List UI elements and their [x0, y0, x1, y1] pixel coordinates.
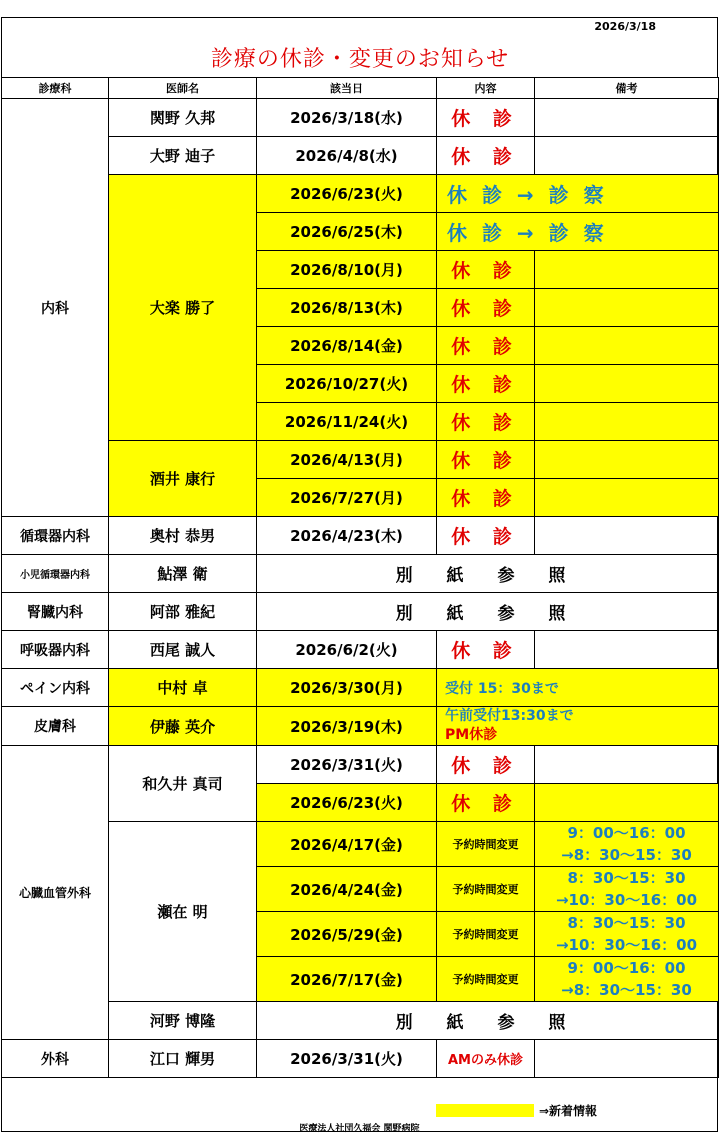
- time-from: 9：00～16：00: [567, 959, 686, 977]
- content-cell: 休 診: [437, 784, 535, 822]
- doctor-cell: 瀬在 明: [109, 822, 257, 1002]
- doctor-cell: 和久井 真司: [109, 746, 257, 822]
- date-cell: 2026/6/23(火): [257, 784, 437, 822]
- content-cell: 休 診 → 診 察: [437, 175, 719, 213]
- table-row: [2, 746, 719, 784]
- table-row: [2, 1040, 719, 1078]
- page-title: 診療の休診・変更のお知らせ: [210, 47, 510, 72]
- doctor-cell: 西尾 誠人: [109, 631, 257, 669]
- dept-cell: 皮膚科: [2, 707, 109, 746]
- remarks-cell: [535, 99, 719, 137]
- content-cell: 休 診: [437, 137, 535, 175]
- col-header-dept: 診療科: [2, 78, 109, 99]
- content-line: PM休診: [445, 727, 498, 743]
- remarks-cell: [535, 403, 719, 441]
- remarks-cell: [535, 365, 719, 403]
- table-row: [2, 517, 719, 555]
- date-cell: 2026/11/24(火): [257, 403, 437, 441]
- content-cell: 休 診: [437, 99, 535, 137]
- content-cell: 休 診: [437, 403, 535, 441]
- date-cell: 2026/4/13(月): [257, 441, 437, 479]
- table-row: [2, 631, 719, 669]
- time-to: →10：30～16：00: [555, 936, 698, 954]
- issue-date: 2026/3/18: [594, 20, 656, 33]
- remarks-cell: [535, 441, 719, 479]
- time-to: →10：30～16：00: [555, 891, 698, 909]
- date-cell: 2026/3/31(火): [257, 746, 437, 784]
- remarks-cell: [535, 517, 719, 555]
- remarks-cell: [535, 957, 719, 1002]
- dept-cell: 腎臓内科: [2, 593, 109, 631]
- new-info-legend-label: ⇒新着情報: [539, 1104, 598, 1118]
- remarks-cell: [535, 867, 719, 912]
- content-cell: 別 紙 参 照: [257, 555, 719, 593]
- remarks-cell: [535, 137, 719, 175]
- content-cell: 予約時間変更: [437, 912, 535, 957]
- date-cell: 2026/3/19(木): [257, 707, 437, 746]
- new-info-legend-swatch: [436, 1104, 534, 1117]
- date-cell: 2026/6/25(木): [257, 213, 437, 251]
- table-row: [2, 822, 719, 867]
- table-row: [2, 441, 719, 479]
- table-row: [2, 669, 719, 707]
- col-header-date: 該当日: [257, 78, 437, 99]
- content-cell: 休 診: [437, 631, 535, 669]
- remarks-cell: [535, 251, 719, 289]
- date-cell: 2026/8/14(金): [257, 327, 437, 365]
- doctor-cell: 伊藤 英介: [109, 707, 257, 746]
- doctor-cell: 関野 久邦: [109, 99, 257, 137]
- dept-cell: 呼吸器内科: [2, 631, 109, 669]
- content-cell: 休 診: [437, 517, 535, 555]
- date-cell: 2026/10/27(火): [257, 365, 437, 403]
- doctor-cell: 河野 博隆: [109, 1002, 257, 1040]
- content-cell: 休 診: [437, 251, 535, 289]
- remarks-cell: [535, 289, 719, 327]
- date-cell: 2026/3/18(水): [257, 99, 437, 137]
- content-cell: 休 診 → 診 察: [437, 213, 719, 251]
- content-cell: AMのみ休診: [437, 1040, 535, 1078]
- remarks-cell: [535, 912, 719, 957]
- table-row: [2, 99, 719, 137]
- hospital-name: 医療法人社団久福会 関野病院: [299, 1124, 420, 1134]
- content-cell: 休 診: [437, 479, 535, 517]
- remarks-cell: [535, 327, 719, 365]
- doctor-cell: 大楽 勝了: [109, 175, 257, 441]
- date-cell: 2026/3/31(火): [257, 1040, 437, 1078]
- col-header-content: 内容: [437, 78, 535, 99]
- content-cell: [437, 707, 719, 746]
- remarks-cell: [535, 479, 719, 517]
- date-cell: 2026/4/24(金): [257, 867, 437, 912]
- date-cell: 2026/6/23(火): [257, 175, 437, 213]
- doctor-cell: 中村 卓: [109, 669, 257, 707]
- doctor-cell: 阿部 雅紀: [109, 593, 257, 631]
- table-row: [2, 175, 719, 213]
- content-cell: 別 紙 参 照: [257, 1002, 719, 1040]
- doctor-cell: 大野 迪子: [109, 137, 257, 175]
- content-cell: 休 診: [437, 327, 535, 365]
- doctor-cell: 酒井 康行: [109, 441, 257, 517]
- date-cell: 2026/7/27(月): [257, 479, 437, 517]
- content-cell: 別 紙 参 照: [257, 593, 719, 631]
- date-cell: 2026/3/30(月): [257, 669, 437, 707]
- table-row: [2, 137, 719, 175]
- content-cell: 休 診: [437, 289, 535, 327]
- date-cell: 2026/8/10(月): [257, 251, 437, 289]
- date-cell: 2026/4/23(木): [257, 517, 437, 555]
- time-from: 8：30～15：30: [567, 914, 686, 932]
- time-to: →8：30～15：30: [561, 846, 692, 864]
- table-row: [2, 555, 719, 593]
- remarks-cell: [535, 631, 719, 669]
- remarks-cell: [535, 746, 719, 784]
- col-header-doctor: 医師名: [109, 78, 257, 99]
- time-from: 9：00～16：00: [567, 824, 686, 842]
- dept-cell: 心臓血管外科: [2, 746, 109, 1040]
- date-cell: 2026/4/8(水): [257, 137, 437, 175]
- footer: [1, 1096, 718, 1134]
- content-cell: 予約時間変更: [437, 822, 535, 867]
- dept-cell: 循環器内科: [2, 517, 109, 555]
- remarks-cell: [535, 822, 719, 867]
- dept-cell: 外科: [2, 1040, 109, 1078]
- doctor-cell: 江口 輝男: [109, 1040, 257, 1078]
- dept-cell: 内科: [2, 99, 109, 517]
- table-row: [2, 707, 719, 746]
- time-from: 8：30～15：30: [567, 869, 686, 887]
- content-cell: 予約時間変更: [437, 957, 535, 1002]
- content-cell: 予約時間変更: [437, 867, 535, 912]
- dept-cell: ペイン内科: [2, 669, 109, 707]
- content-cell: 休 診: [437, 441, 535, 479]
- content-cell: 受付 15：30まで: [437, 669, 719, 707]
- dept-cell: 小児循環器内科: [2, 555, 109, 593]
- doctor-cell: 奥村 恭男: [109, 517, 257, 555]
- col-header-remarks: 備考: [535, 78, 719, 99]
- schedule-table: [1, 77, 719, 1078]
- content-cell: 休 診: [437, 365, 535, 403]
- date-cell: 2026/8/13(木): [257, 289, 437, 327]
- table-row: [2, 1002, 719, 1040]
- time-to: →8：30～15：30: [561, 981, 692, 999]
- remarks-cell: [535, 784, 719, 822]
- remarks-cell: [535, 1040, 719, 1078]
- date-cell: 2026/5/29(金): [257, 912, 437, 957]
- date-cell: 2026/4/17(金): [257, 822, 437, 867]
- date-cell: 2026/6/2(火): [257, 631, 437, 669]
- table-row: [2, 593, 719, 631]
- content-line: 午前受付13:30まで: [445, 708, 574, 724]
- content-cell: 休 診: [437, 746, 535, 784]
- table-header-row: [2, 78, 719, 99]
- doctor-cell: 鮎澤 衛: [109, 555, 257, 593]
- date-cell: 2026/7/17(金): [257, 957, 437, 1002]
